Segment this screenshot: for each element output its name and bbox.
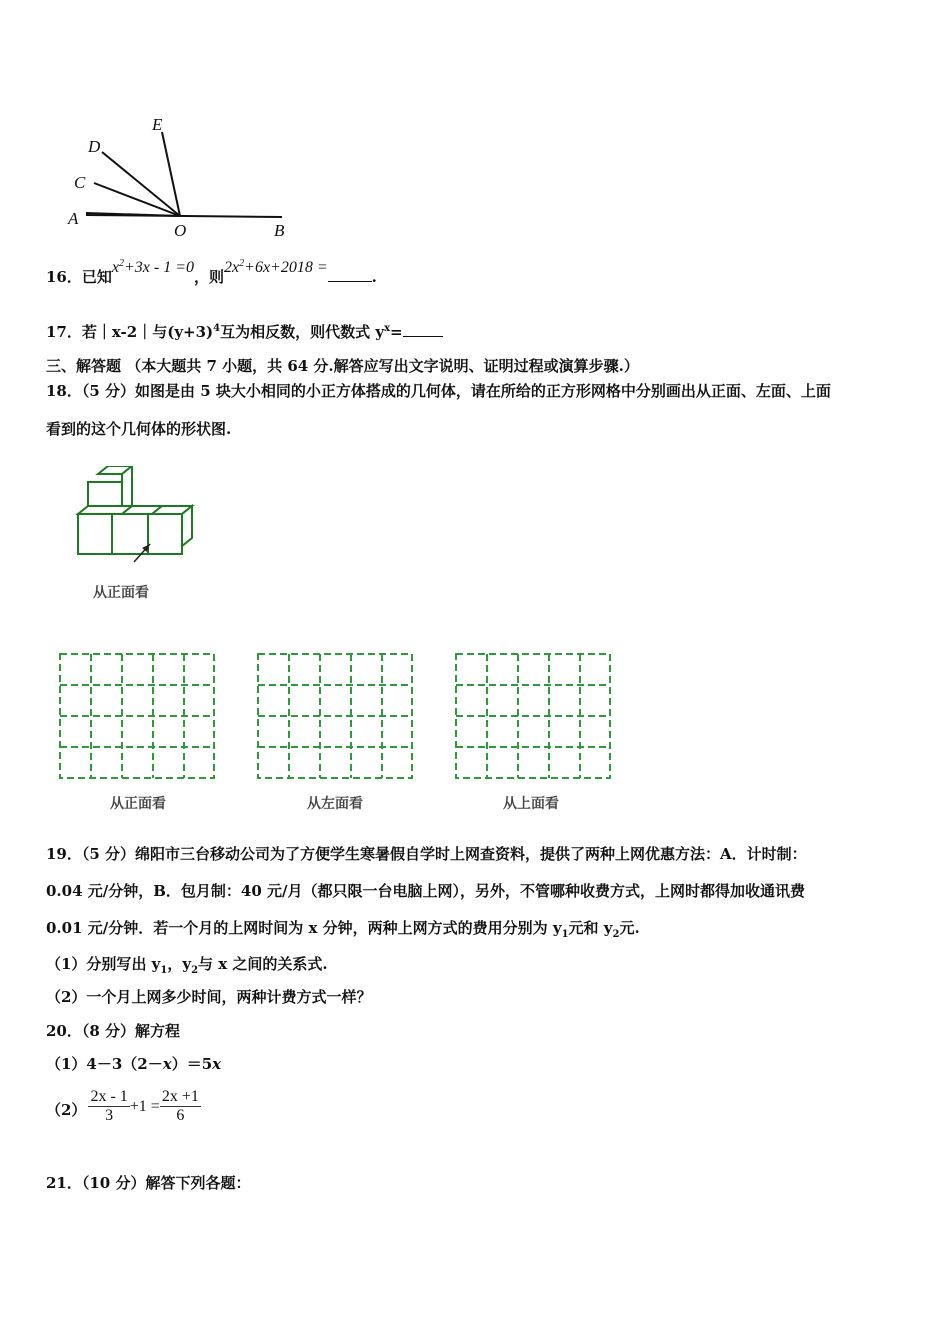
angle-figure bbox=[60, 110, 310, 240]
answer-blank-17 bbox=[403, 336, 443, 337]
question-19-line3: 0.01 元/分钟．若一个月的上网时间为 x 分钟，两种上网方式的费用分别为 $y_1$元和 $y_2$元. bbox=[46, 919, 640, 940]
grid-caption-left: 从左面看 bbox=[307, 796, 363, 812]
question-18-line1: 18．（5 分）如图是由 5 块大小相同的小正方体搭成的几何体，请在所给的正方形网格中分别画出从正面、左面、上面 bbox=[46, 382, 831, 400]
grid-top bbox=[454, 652, 614, 780]
question-16: 16．已知$x^2+3x - 1 =0$，则$2x^2+6x+2018$ =. bbox=[46, 258, 377, 286]
label-d: D bbox=[88, 137, 101, 156]
label-b: B bbox=[274, 221, 285, 240]
grid-caption-top: 从上面看 bbox=[503, 796, 559, 812]
bottom-cube-1 bbox=[78, 514, 112, 554]
grid-front bbox=[58, 652, 218, 780]
grid-caption-front: 从正面看 bbox=[110, 796, 166, 812]
label-c: C bbox=[74, 173, 86, 192]
question-21-title: 21．（10 分）解答下列各题： bbox=[46, 1174, 251, 1192]
question-20-part1: （1）4－3（2－x）＝5x bbox=[46, 1055, 222, 1073]
ray-ob bbox=[86, 215, 282, 217]
label-o: O bbox=[174, 221, 187, 240]
section-3-title: 三、解答题 （本大题共 7 小题，共 64 分.解答应写出文字说明、证明过程或演算步骤.） bbox=[46, 357, 639, 375]
bottom-cube-3 bbox=[148, 514, 182, 554]
question-19-line2: 0.04 元/分钟，B．包月制：40 元/月（都只限一台电脑上网），另外，不管哪种收费方式，上网时都得加收通讯费 bbox=[46, 882, 805, 900]
question-19-part1: （1）分别写出 $y_1$，$y_2$与 x 之间的关系式. bbox=[46, 955, 328, 976]
cube-solid-figure bbox=[70, 466, 200, 566]
grid-left bbox=[256, 652, 416, 780]
label-a: A bbox=[68, 209, 79, 228]
question-20-part2: （2） $\frac{2x - 1}{3}$ +1 = $\frac{2x +1}{6}$ bbox=[46, 1088, 199, 1124]
ray-oc bbox=[94, 183, 180, 216]
question-17: 17．若｜x-2｜与$(y+3)^4$互为相反数，则代数式 $y^x=$ bbox=[46, 321, 443, 342]
question-20-title: 20．（8 分）解方程 bbox=[46, 1022, 181, 1040]
answer-blank-16 bbox=[328, 281, 372, 282]
solid-caption: 从正面看 bbox=[93, 585, 149, 601]
question-18-line2: 看到的这个几何体的形状图. bbox=[46, 420, 232, 438]
question-19-part2: （2）一个月上网多少时间，两种计费方式一样？ bbox=[46, 988, 372, 1006]
label-e: E bbox=[152, 115, 163, 134]
question-19-line1: 19．（5 分）绵阳市三台移动公司为了方便学生寒暑假自学时上网查资料，提供了两种上网优惠方法：A．计时制： bbox=[46, 845, 807, 863]
bottom-row-side bbox=[182, 506, 192, 546]
